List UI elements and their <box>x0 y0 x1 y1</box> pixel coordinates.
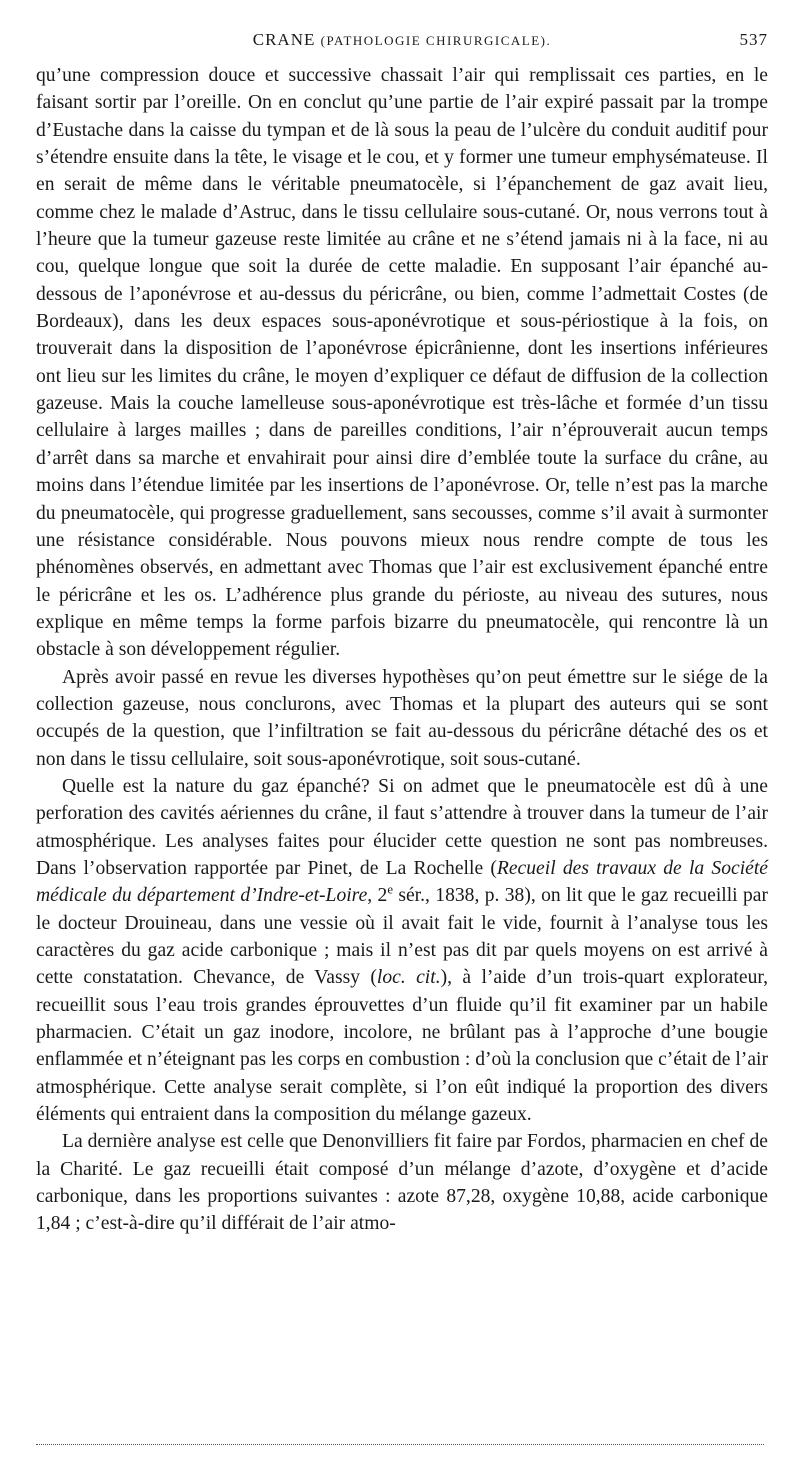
italic-citation: loc. cit. <box>376 967 441 989</box>
page-number: 537 <box>739 30 768 49</box>
paragraph-text: sér., 1838, p. 38), on lit que le gaz recueilli par le docteur Drouineau, dans une vessie où il avait fait le vide, fournit à l’analyse tous les caractères du gaz acide carbonique ; mais il n’est pas dit par quels moyens on est arrivé à cette constatation. Chevance, de Vassy ( <box>36 885 769 989</box>
running-header <box>36 30 768 56</box>
paragraph-text: ), à l’aide d’un trois-quart explorateur, recueillit sous l’eau trois grandes éprouvettes d’un fluide qu’il fit examiner par un habile pharmacien. C’était un gaz inodore, incolore, ne brûlant pas à l’approche d’une bougie enflammée et n’éteignant pas les corps en combustion : d’où la conclusion que c’était de l’air atmosphérique. Cette analyse serait complète, si l’on eût indiqué la proportion des divers éléments qui entraient dans la composition du mélange gazeux. <box>36 967 769 1126</box>
paragraph-text: La dernière analyse est celle que Denonvilliers fit faire par Fordos, pharmacien en chef de la Charité. Le gaz recueilli était composé d’un mélange d’azote, d’oxygène et d’acide carbonique, dans les proportions suivantes : azote 87,28, oxygène 10,88, acide carbonique 1,84 ; c’est-à-dire qu’il différait de l’air atmo- <box>36 1131 768 1235</box>
paragraph <box>36 1128 768 1237</box>
paragraph-text: , 2 <box>367 885 388 907</box>
body-text <box>36 62 768 1238</box>
running-title-sub: (PATHOLOGIE CHIRURGICALE). <box>320 33 552 48</box>
paragraph <box>36 773 768 1128</box>
footer-rule <box>36 1444 764 1445</box>
paragraph-text: qu’une compression douce et successive chassait l’air qui remplissait ces parties, en le faisant sortir par l’oreille. On en conclut qu’une partie de l’air expiré passait par la trompe d’Eustache dans la caisse du tympan et de là sous la peau de l’ulcère du conduit auditif pour s’étendre ensuite dans la tête, le visage et le cou, et y former une tumeur emphysémateuse. Il en serait de même dans le véritable pneumatocèle, si l’épanchement de gaz avait lieu, comme chez le malade d’Astruc, dans le tissu cellulaire sous-cutané. Or, nous verrons tout à l’heure que la tumeur gazeuse reste limitée au crâne et ne s’étend jamais ni à la face, ni au cou, quelque longue que soit la durée de cette maladie. En supposant l’air épanché au-dessous de l’aponévrose et au-dessus du péricrâne, ou bien, comme l’admettait Costes (de Bordeaux), dans les deux espaces sous-aponévrotique et sous-périostique à la fois, on trouverait dans la disposition de l’aponévrose épicrânienne, dont les insertions inférieures ont lieu sur les limites du crâne, le moyen d’expliquer ce défaut de diffusion de la collection gazeuse. Mais la couche lamelleuse sous-aponévrotique est très-lâche et formée d’un tissu cellulaire à larges mailles ; dans de pareilles conditions, l’air n’éprouverait aucun temps d’arrêt dans sa marche et envahirait pour ainsi dire d’emblée toute la surface du crâne, au moins dans l’étendue limitée par les insertions de l’aponévrose. Or, telle n’est pas la marche du pneumatocèle, qui progresse graduellement, sans secousses, comme s’il avait à surmonter une résistance considérable. Nous pouvons mieux nous rendre compte de tous les phénomènes observés, en admettant avec Thomas que l’air est exclusivement épanché entre le péricrâne et les os. L’adhérence plus grande du périoste, au niveau des sutures, nous explique en même temps la forme parfois bizarre du pneumatocèle, qui rencontre là un obstacle à son développement régulier. <box>36 65 768 661</box>
running-title <box>36 30 768 50</box>
italic-citation: Recueil des travaux de la Société médicale du département d’Indre-et-Loire <box>36 857 768 907</box>
paragraph <box>36 62 768 664</box>
paragraph-text: Quelle est la nature du gaz épanché? Si on admet que le pneumatocèle est dû à une perforation des cavités aériennes du crâne, il faut s’attendre à trouver dans la tumeur de l’air atmosphérique. Les analyses faites pour élucider cette question ne sont pas nombreuses. Dans l’observation rapportée par Pinet, de La Rochelle ( <box>36 775 768 879</box>
paragraph-text: Après avoir passé en revue les diverses hypothèses qu’on peut émettre sur le siége de la collection gazeuse, nous conclurons, avec Thomas et la plupart des auteurs qui se sont occupés de la question, que l’infiltration se fait au-dessous du péricrâne détaché des os et non dans le tissu cellulaire, soit sous-aponévrotique, soit sous-cutané. <box>36 666 768 770</box>
page <box>36 30 768 1238</box>
superscript: e <box>387 882 393 897</box>
paragraph <box>36 664 768 773</box>
running-title-main: CRANE <box>252 30 316 49</box>
